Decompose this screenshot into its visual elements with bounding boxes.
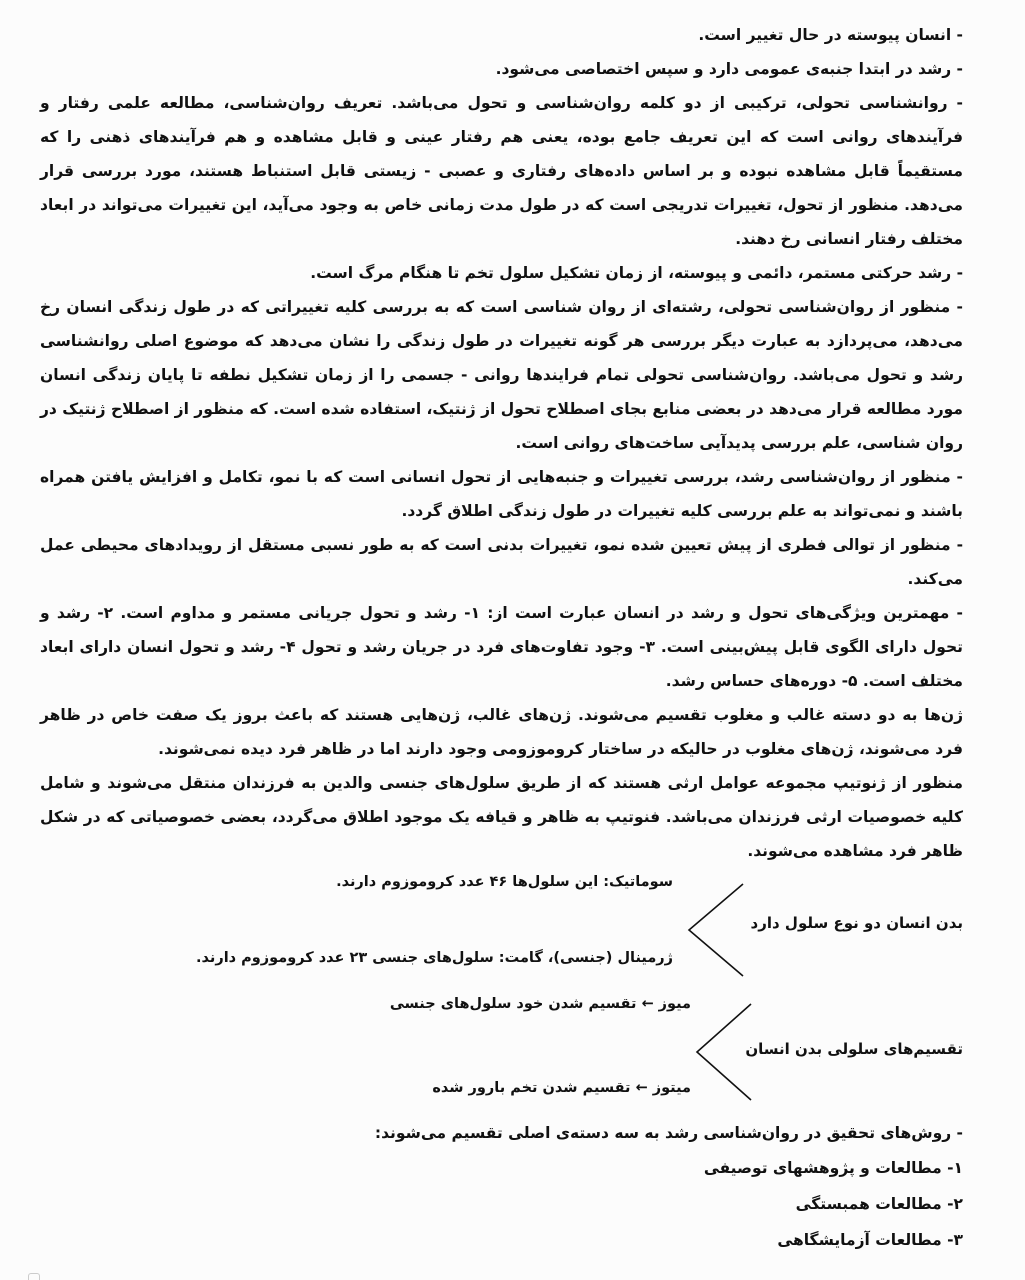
cell-types-diagram — [40, 874, 963, 984]
paragraph-10: منظور از ژنوتیپ مجموعه عوامل ارثی هستند که از طریق سلول‌های جنسی والدین به فرزندان منتقل می‌شوند و شامل کلیه خصوصیات ارثی فرزندان می‌باشد. فنوتیپ به ظاهر و قیافه یک موجود اطلاق می‌گردد، بعضی خصوصیاتی که در شکل ظاهر فرد مشاهده می‌شوند. — [40, 774, 963, 860]
cell-types-brace — [685, 880, 745, 980]
paragraph-5: - منظور از روان‌شناسی تحولی، رشته‌ای از روان شناسی است که به بررسی کلیه تغییراتی که در طول زندگی انسان رخ می‌دهد، می‌پردازد به عبارت دیگر بررسی هر گونه تغییرات در طول زندگی را نشان می‌دهد که موضوع اصلی روانشناسی رشد و تحول می‌باشد. روان‌شناسی تحولی تمام فرایندها روانی - جسمی را از زمان تشکیل نطفه تا پایان زندگی انسان مورد مطالعه قرار می‌دهد در بعضی منابع بجای اصطلاح تحول از ژنتیک، استفاده شده است. که منظور از اصطلاح ژنتیک در روان شناسی، علم بررسی پدیدآیی ساخت‌های روانی است. — [40, 298, 963, 452]
meiosis-item: میوز ← تقسیم شدن خود سلول‌های جنسی — [389, 996, 691, 1012]
cell-division-label: تقسیم‌های سلولی بدن انسان — [745, 1040, 963, 1058]
paragraph-6: - منظور از روان‌شناسی رشد، بررسی تغییرات و جنبه‌هایی از تحول انسانی است که با نمو، تکامل و افزایش یافتن همراه باشند و نمی‌تواند به علم بررسی کلیه تغییرات در طول زندگی اطلاق گردد. — [40, 468, 963, 520]
mitosis-item: میتوز ← تقسیم شدن تخم بارور شده — [432, 1080, 691, 1096]
research-methods — [40, 1116, 963, 1258]
method-experimental: ۳- مطالعات آزمایشگاهی — [777, 1231, 963, 1249]
paragraph-8: - مهمترین ویژگی‌های تحول و رشد در انسان عبارت است از: ۱- رشد و تحول جریانی مستمر و مداوم است. ۲- رشد و تحول دارای الگوی قابل پیش‌بینی است. ۳- وجود تفاوت‌های فرد در جریان رشد و تحول ۴- رشد و تحول انسان دارای ابعاد مختلف است. ۵- دوره‌های حساس رشد. — [40, 604, 963, 690]
research-methods-intro: - روش‌های تحقیق در روان‌شناسی رشد به سه دسته‌ی اصلی تقسیم می‌شوند: — [374, 1124, 963, 1142]
cell-division-diagram — [40, 992, 963, 1112]
paragraph-2: - رشد در ابتدا جنبه‌ی عمومی دارد و سپس اختصاصی می‌شود. — [495, 60, 963, 78]
paragraph-3: - روانشناسی تحولی، ترکیبی از دو کلمه روان‌شناسی و تحول می‌باشد. تعریف روان‌شناسی، مطالعه علمی رفتار و فرآیندهای روانی است که این تعریف جامع بوده، یعنی هم رفتار عینی و قابل مشاهده و هم فرآیندهای ذهنی را که مستقیماً قابل مشاهده نبوده و بر اساس داده‌های رفتاری و عصبی - زیستی قابل استنباط هستند، مورد بررسی قرار می‌دهد. منظور از تحول، تغییرات تدریجی است که در طول مدت زمانی خاص به وجود می‌آید، این تغییرات می‌تواند در ابعاد مختلف رفتار انسانی رخ دهند. — [40, 94, 963, 248]
paragraph-4: - رشد حرکتی مستمر، دائمی و پیوسته، از زمان تشکیل سلول تخم تا هنگام مرگ است. — [310, 264, 963, 282]
corner-mark — [28, 1273, 40, 1280]
cell-types-label: بدن انسان دو نوع سلول دارد — [750, 914, 963, 932]
paragraph-1: - انسان پیوسته در حال تغییر است. — [698, 26, 963, 44]
paragraph-7: - منظور از توالی فطری از پیش تعیین شده نمو، تغییرات بدنی است که به طور نسبی مستقل از رویدادهای محیطی عمل می‌کند. — [40, 536, 963, 588]
paragraph-9: ژن‌ها به دو دسته غالب و مغلوب تقسیم می‌شوند. ژن‌های غالب، ژن‌هایی هستند که باعث بروز یک صفت خاص در ظاهر فرد می‌شوند، ژن‌های مغلوب در حالیکه در ساختار کروموزومی وجود دارند اما در ظاهر فرد دیده نمی‌شوند. — [40, 706, 963, 758]
germinal-cells-item: ژرمینال (جنسی)، گامت: سلول‌های جنسی ۲۳ عدد کروموزوم دارند. — [196, 950, 673, 966]
cell-division-brace — [693, 1000, 753, 1104]
method-correlational: ۲- مطالعات همبستگی — [795, 1195, 963, 1213]
method-descriptive: ۱- مطالعات و پژوهشهای توصیفی — [703, 1159, 963, 1177]
somatic-cells-item: سوماتیک: این سلول‌ها ۴۶ عدد کروموزوم دارند. — [336, 874, 673, 890]
